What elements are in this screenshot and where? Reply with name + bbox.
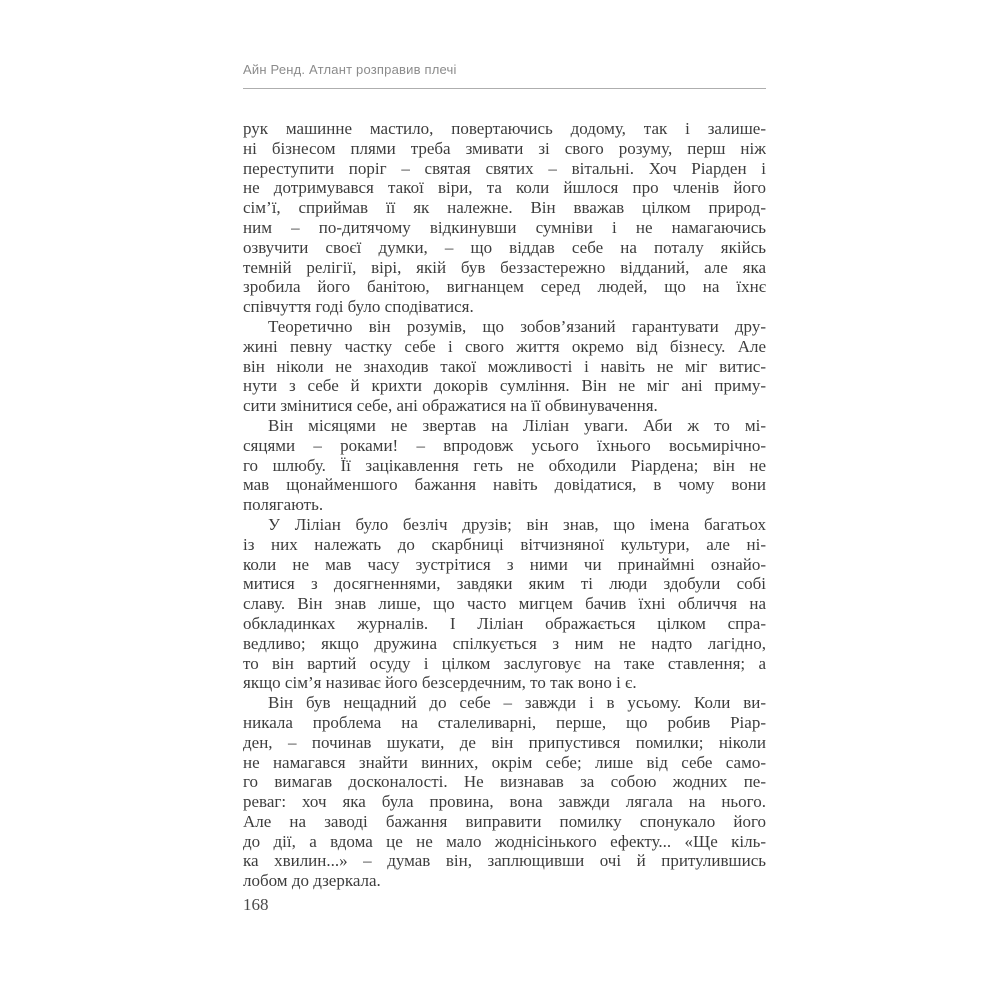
- text-line: зробила його банітою, вигнанцем серед людей, що на їхнє: [243, 277, 766, 297]
- text-line: жині певну частку себе і свого життя окремо від бізнесу. Але: [243, 336, 766, 356]
- text-line: темній релігії, вірі, якій був беззастережно відданий, але яка: [243, 257, 766, 277]
- text-line: ка хвилин...» – думав він, заплющивши очі й притулившись: [243, 851, 766, 871]
- page-number: 168: [243, 895, 269, 914]
- text-line: полягають.: [243, 495, 324, 515]
- text-line: нути з себе й крихти докорів сумління. Він не міг ані приму-: [243, 376, 766, 396]
- running-header: Айн Ренд. Атлант розправив плечі: [243, 62, 457, 77]
- text-line: до дії, а вдома це не мало жоднісінького ефекту... «Ще кіль-: [243, 831, 766, 851]
- text-line: рук машинне мастило, повертаючись додому, так і залише-: [243, 119, 766, 138]
- paragraph: [243, 119, 766, 317]
- text-line: співчуття годі було сподіватися.: [243, 297, 474, 317]
- paragraph: [243, 693, 766, 891]
- text-line: із них належать до скарбниці вітчизняної культури, але ні-: [243, 534, 766, 554]
- text-line: переступити поріг – святая святих – вітальні. Хоч Ріарден і: [243, 158, 766, 178]
- text-line: мав щонайменшого бажання навіть довідатися, в чому вони: [243, 475, 766, 495]
- text-line: ден, – починав шукати, де він припустився помилки; ніколи: [243, 732, 766, 752]
- text-line: митися з досягненнями, завдяки яким ті люди здобули собі: [243, 574, 766, 594]
- text-line: він ніколи не знаходив такої можливості і навіть не міг витис-: [243, 356, 766, 376]
- paragraph: [243, 416, 766, 515]
- body-text: [243, 119, 766, 891]
- text-line: сити змінитися себе, ані ображатися на її обвинувачення.: [243, 396, 658, 416]
- text-line: коли не мав часу зустрітися з ними чи принаймні ознайо-: [243, 554, 766, 574]
- text-line: реваг: хоч яка була провина, вона завжди лягала на нього.: [243, 792, 766, 812]
- header-rule-divider: [243, 88, 766, 89]
- text-line: Теоретично він розумів, що зобов’язаний гарантувати дру-: [268, 316, 766, 336]
- text-line: Але на заводі бажання виправити помилку спонукало його: [243, 811, 766, 831]
- text-line: ведливо; якщо дружина спілкується з ним не надто лагідно,: [243, 633, 766, 653]
- text-line: обкладинках журналів. І Ліліан ображається цілком спра-: [243, 613, 766, 633]
- text-line: не намагався знайти винних, окрім себе; лише від себе само-: [243, 752, 766, 772]
- text-line: Він місяцями не звертав на Ліліан уваги. Аби ж то мі-: [268, 415, 766, 435]
- paragraph: [243, 515, 766, 693]
- paragraph: [243, 317, 766, 416]
- text-line: сяцями – роками! – впродовж усього їхнього восьмирічно-: [243, 435, 766, 455]
- text-line: лобом до дзеркала.: [243, 871, 381, 891]
- text-line: го вимагав досконалості. Не визнавав за собою жодних пе-: [243, 772, 766, 792]
- text-line: озвучити своєї думки, – що віддав себе на поталу якійсь: [243, 237, 766, 257]
- text-line: славу. Він знав лише, що часто мигцем бачив їхні обличчя на: [243, 594, 766, 614]
- text-line: то він вартий осуду і цілком заслуговує на таке ставлення; а: [243, 653, 766, 673]
- text-line: ні бізнесом плями треба змивати зі свого розуму, перш ніж: [243, 138, 766, 158]
- text-line: никала проблема на сталеливарні, перше, що робив Ріар-: [243, 712, 766, 732]
- text-line: го шлюбу. Її зацікавлення геть не обходили Ріардена; він не: [243, 455, 766, 475]
- text-line: ним – по-дитячому відкинувши сумніви і не намагаючись: [243, 217, 766, 237]
- text-line: Він був нещадний до себе – завжди і в усьому. Коли ви-: [268, 693, 766, 713]
- text-line: У Ліліан було безліч друзів; він знав, що імена багатьох: [268, 514, 766, 534]
- text-line: сім’ї, сприймав її як належне. Він вважав цілком природ-: [243, 198, 766, 218]
- text-line: не дотримувався такої віри, та коли йшлося про членів його: [243, 178, 766, 198]
- text-line: якщо сім’я називає його безсердечним, то так воно і є.: [243, 673, 637, 693]
